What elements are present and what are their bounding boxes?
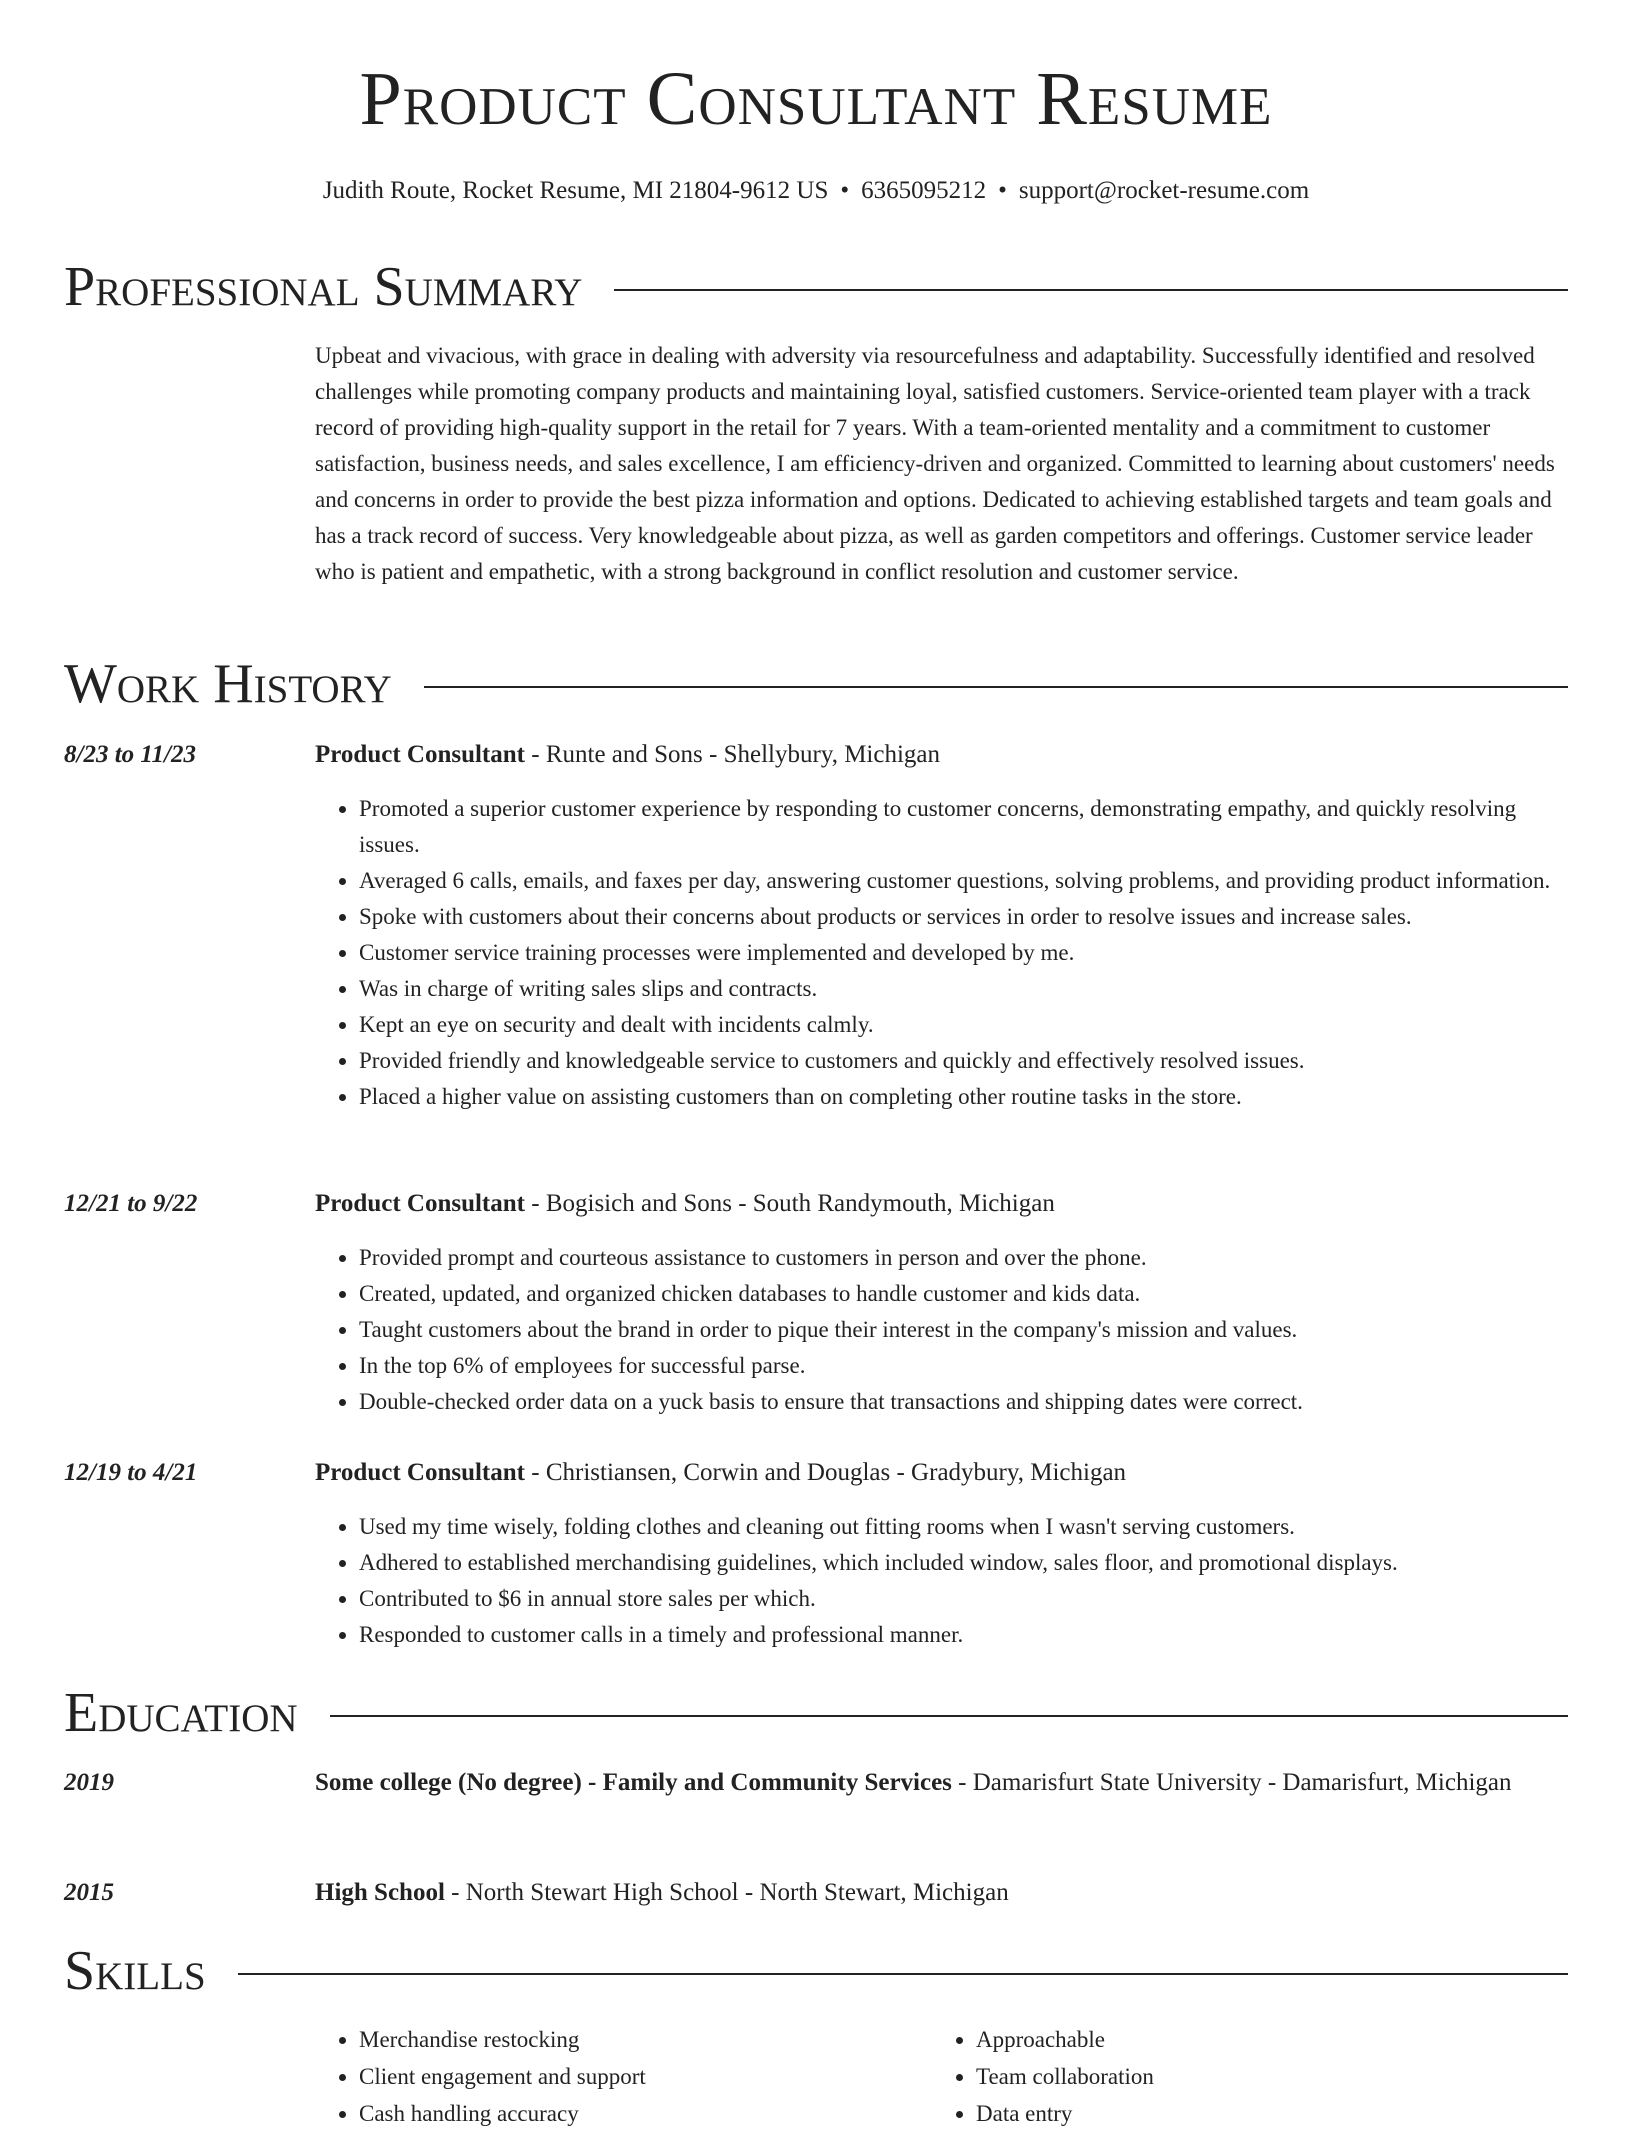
contact-phone: 6365095212 — [861, 177, 987, 204]
job-bullets — [315, 1509, 1568, 1653]
contact-email: support@rocket-resume.com — [1018, 177, 1310, 204]
section-title-work-history: Work History — [64, 653, 392, 715]
list-item: • Provided friendly and knowledgeable service to customers and quickly and effectively resolved issues. — [359, 1043, 1568, 1079]
education-degree: Some college (No degree) - Family and Community Services — [315, 1769, 952, 1796]
list-item: • Used my time wisely, folding clothes and cleaning out fitting rooms when I wasn't serving customers. — [359, 1509, 1568, 1545]
education-heading — [315, 1874, 1568, 1912]
job-heading — [315, 1454, 1568, 1492]
section-title-skills: Skills — [64, 1940, 206, 2002]
section-divider — [424, 686, 1568, 688]
skill-item: • Merchandise restocking — [359, 2021, 919, 2058]
list-item: • Averaged 6 calls, emails, and faxes per day, answering customer questions, solving problems, and providing product information. — [359, 863, 1568, 899]
section-header-work-history — [64, 653, 1568, 715]
list-item: • Promoted a superior customer experience by responding to customer concerns, demonstrating empathy, and quickly resolving issues. — [359, 791, 1568, 863]
list-item: • Customer service training processes were implemented and developed by me. — [359, 935, 1568, 971]
section-title-education: Education — [64, 1682, 298, 1744]
summary-text: Upbeat and vivacious, with grace in dealing with adversity via resourcefulness and adaptability. Successfully identified and resolved challenges while promoting company products and maintaining loyal, satisfied customers. Service-oriented team player with a track record of providing high-quality support in the retail for 7 years. With a team-oriented mentality and a commitment to customer satisfaction, business needs, and sales excellence, I am efficiency-driven and organized. Committed to learning about customers' needs and concerns in order to provide the best pizza information and options. Dedicated to achieving established targets and team goals and has a track record of success. Very knowledgeable about pizza, as well as garden competitors and offerings. Customer service leader who is patient and empathetic, with a strong background in conflict resolution and customer service. — [315, 343, 1555, 584]
list-item: • Was in charge of writing sales slips and contracts. — [359, 971, 1568, 1007]
list-item: • Placed a higher value on assisting customers than on completing other routine tasks in the store. — [359, 1079, 1568, 1115]
list-item: • Created, updated, and organized chicken databases to handle customer and kids data. — [359, 1276, 1568, 1312]
page-title: Product Consultant Resume — [359, 57, 1273, 141]
section-divider — [330, 1715, 1568, 1717]
contact-separator: • — [998, 177, 1007, 204]
list-item: • In the top 6% of employees for successful parse. — [359, 1348, 1568, 1384]
skill-item: • Data entry — [976, 2095, 1536, 2132]
skills-list-right — [932, 2021, 1536, 2132]
skills-list-left — [315, 2021, 919, 2132]
job-title: Product Consultant — [315, 741, 525, 768]
job-dates: 8/23 to 11/23 — [64, 741, 196, 768]
job-bullets — [315, 1240, 1568, 1420]
education-details: - Damarisfurt State University - Damarisfurt, Michigan — [951, 1769, 1512, 1796]
list-item: • Contributed to $6 in annual store sales per which. — [359, 1581, 1568, 1617]
job-details: - Christiansen, Corwin and Douglas - Gradybury, Michigan — [525, 1459, 1127, 1486]
section-header-summary — [64, 256, 1568, 318]
job-heading — [315, 736, 1568, 774]
section-title-summary: Professional Summary — [64, 256, 583, 318]
section-divider — [614, 289, 1568, 291]
section-divider — [238, 1973, 1568, 1975]
list-item: • Taught customers about the brand in order to pique their interest in the company's mission and values. — [359, 1312, 1568, 1348]
education-year: 2015 — [64, 1879, 114, 1906]
job-dates: 12/21 to 9/22 — [64, 1190, 198, 1217]
job-details: - Bogisich and Sons - South Randymouth, Michigan — [525, 1190, 1055, 1217]
contact-line — [0, 176, 1632, 206]
section-header-education — [64, 1682, 1568, 1744]
list-item: • Provided prompt and courteous assistance to customers in person and over the phone. — [359, 1240, 1568, 1276]
skill-item: • Client engagement and support — [359, 2058, 919, 2095]
job-title: Product Consultant — [315, 1459, 525, 1486]
contact-separator: • — [840, 177, 850, 204]
list-item: • Spoke with customers about their concerns about products or services in order to resolve issues and increase sales. — [359, 899, 1568, 935]
job-dates: 12/19 to 4/21 — [64, 1459, 198, 1486]
list-item: • Double-checked order data on a yuck basis to ensure that transactions and shipping dates were correct. — [359, 1384, 1568, 1420]
job-heading — [315, 1185, 1568, 1223]
education-year: 2019 — [64, 1769, 114, 1796]
job-details: - Runte and Sons - Shellybury, Michigan — [525, 741, 941, 768]
list-item: • Adhered to established merchandising guidelines, which included window, sales floor, and promotional displays. — [359, 1545, 1568, 1581]
education-heading — [315, 1764, 1568, 1802]
contact-address: Judith Route, Rocket Resume, MI 21804-9612 US — [322, 177, 829, 204]
education-details: - North Stewart High School - North Stewart, Michigan — [444, 1879, 1009, 1906]
skill-item: • Team collaboration — [976, 2058, 1536, 2095]
skill-item: • Approachable — [976, 2021, 1536, 2058]
list-item: • Kept an eye on security and dealt with incidents calmly. — [359, 1007, 1568, 1043]
job-title: Product Consultant — [315, 1190, 525, 1217]
job-bullets — [315, 791, 1568, 1115]
education-degree: High School — [315, 1879, 445, 1906]
skill-item: • Cash handling accuracy — [359, 2095, 919, 2132]
list-item: • Responded to customer calls in a timely and professional manner. — [359, 1617, 1568, 1653]
section-header-skills — [64, 1940, 1568, 2002]
